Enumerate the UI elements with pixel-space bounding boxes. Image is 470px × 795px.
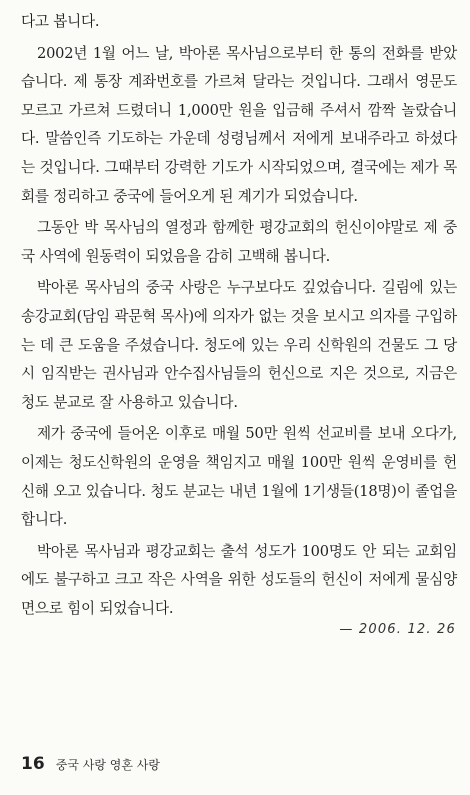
paragraph: 다고 봅니다. [21, 13, 100, 30]
paragraph: 2002년 1월 어느 날, 박아론 목사님으로부터 한 통의 전화를 받았습니다. 제 통장 계좌번호를 가르쳐 달라는 것입니다. 그래서 영문도 모르고 가르쳐 드렸더니 1,000만 원을 입금해 주셔서 깜짝 놀랐습니다. 말씀인즉 기도하는 가운데 성령님께서 저에게 보내주라고 하셨다는 것입니다. 그때부터 강력한 기도가 시작되었으며, 결국에는 제가 목회를 정리하고 중국에 들어오게 된 계기가 되었습니다. [21, 44, 457, 205]
paragraph: 제가 중국에 들어온 이후로 매월 50만 원씩 선교비를 보내 오다가, 이제는 청도신학원의 운영을 책임지고 매월 100만 원씩 운영비를 헌신해 오고 있습니다. 청도 분교는 내년 1월에 1기생들(18명)이 졸업을 합니다. [21, 425, 457, 529]
paragraph: 박아론 목사님의 중국 사랑은 누구보다도 깊었습니다. 길림에 있는 송강교회(담임 곽문혁 목사)에 의자가 없는 것을 보시고 의자를 구입하는 데 큰 도움을 주셨습니다. 청도에 있는 우리 신학원의 건물도 그 당시 임직받는 권사님과 안수집사님들의 헌신으로 지은 것으로, 지금은 청도 분교로 잘 사용하고 있습니다. [21, 279, 457, 411]
paragraph: 그동안 박 목사님의 열정과 함께한 평강교회의 헌신이야말로 제 중국 사역에 원동력이 되었음을 감히 고백해 봅니다. [21, 219, 457, 265]
page-number: 16 [21, 754, 45, 774]
body-text [21, 8, 457, 626]
paragraph: 박아론 목사님과 평강교회는 출석 성도가 100명도 안 되는 교회임에도 불구하고 크고 작은 사역을 위한 성도들의 헌신이 저에게 물심양면으로 힘이 되었습니다. [21, 542, 457, 617]
date-signature: — 2006. 12. 26 [339, 622, 456, 637]
page-footer [21, 754, 160, 774]
running-title: 중국 사랑 영혼 사랑 [55, 758, 160, 772]
